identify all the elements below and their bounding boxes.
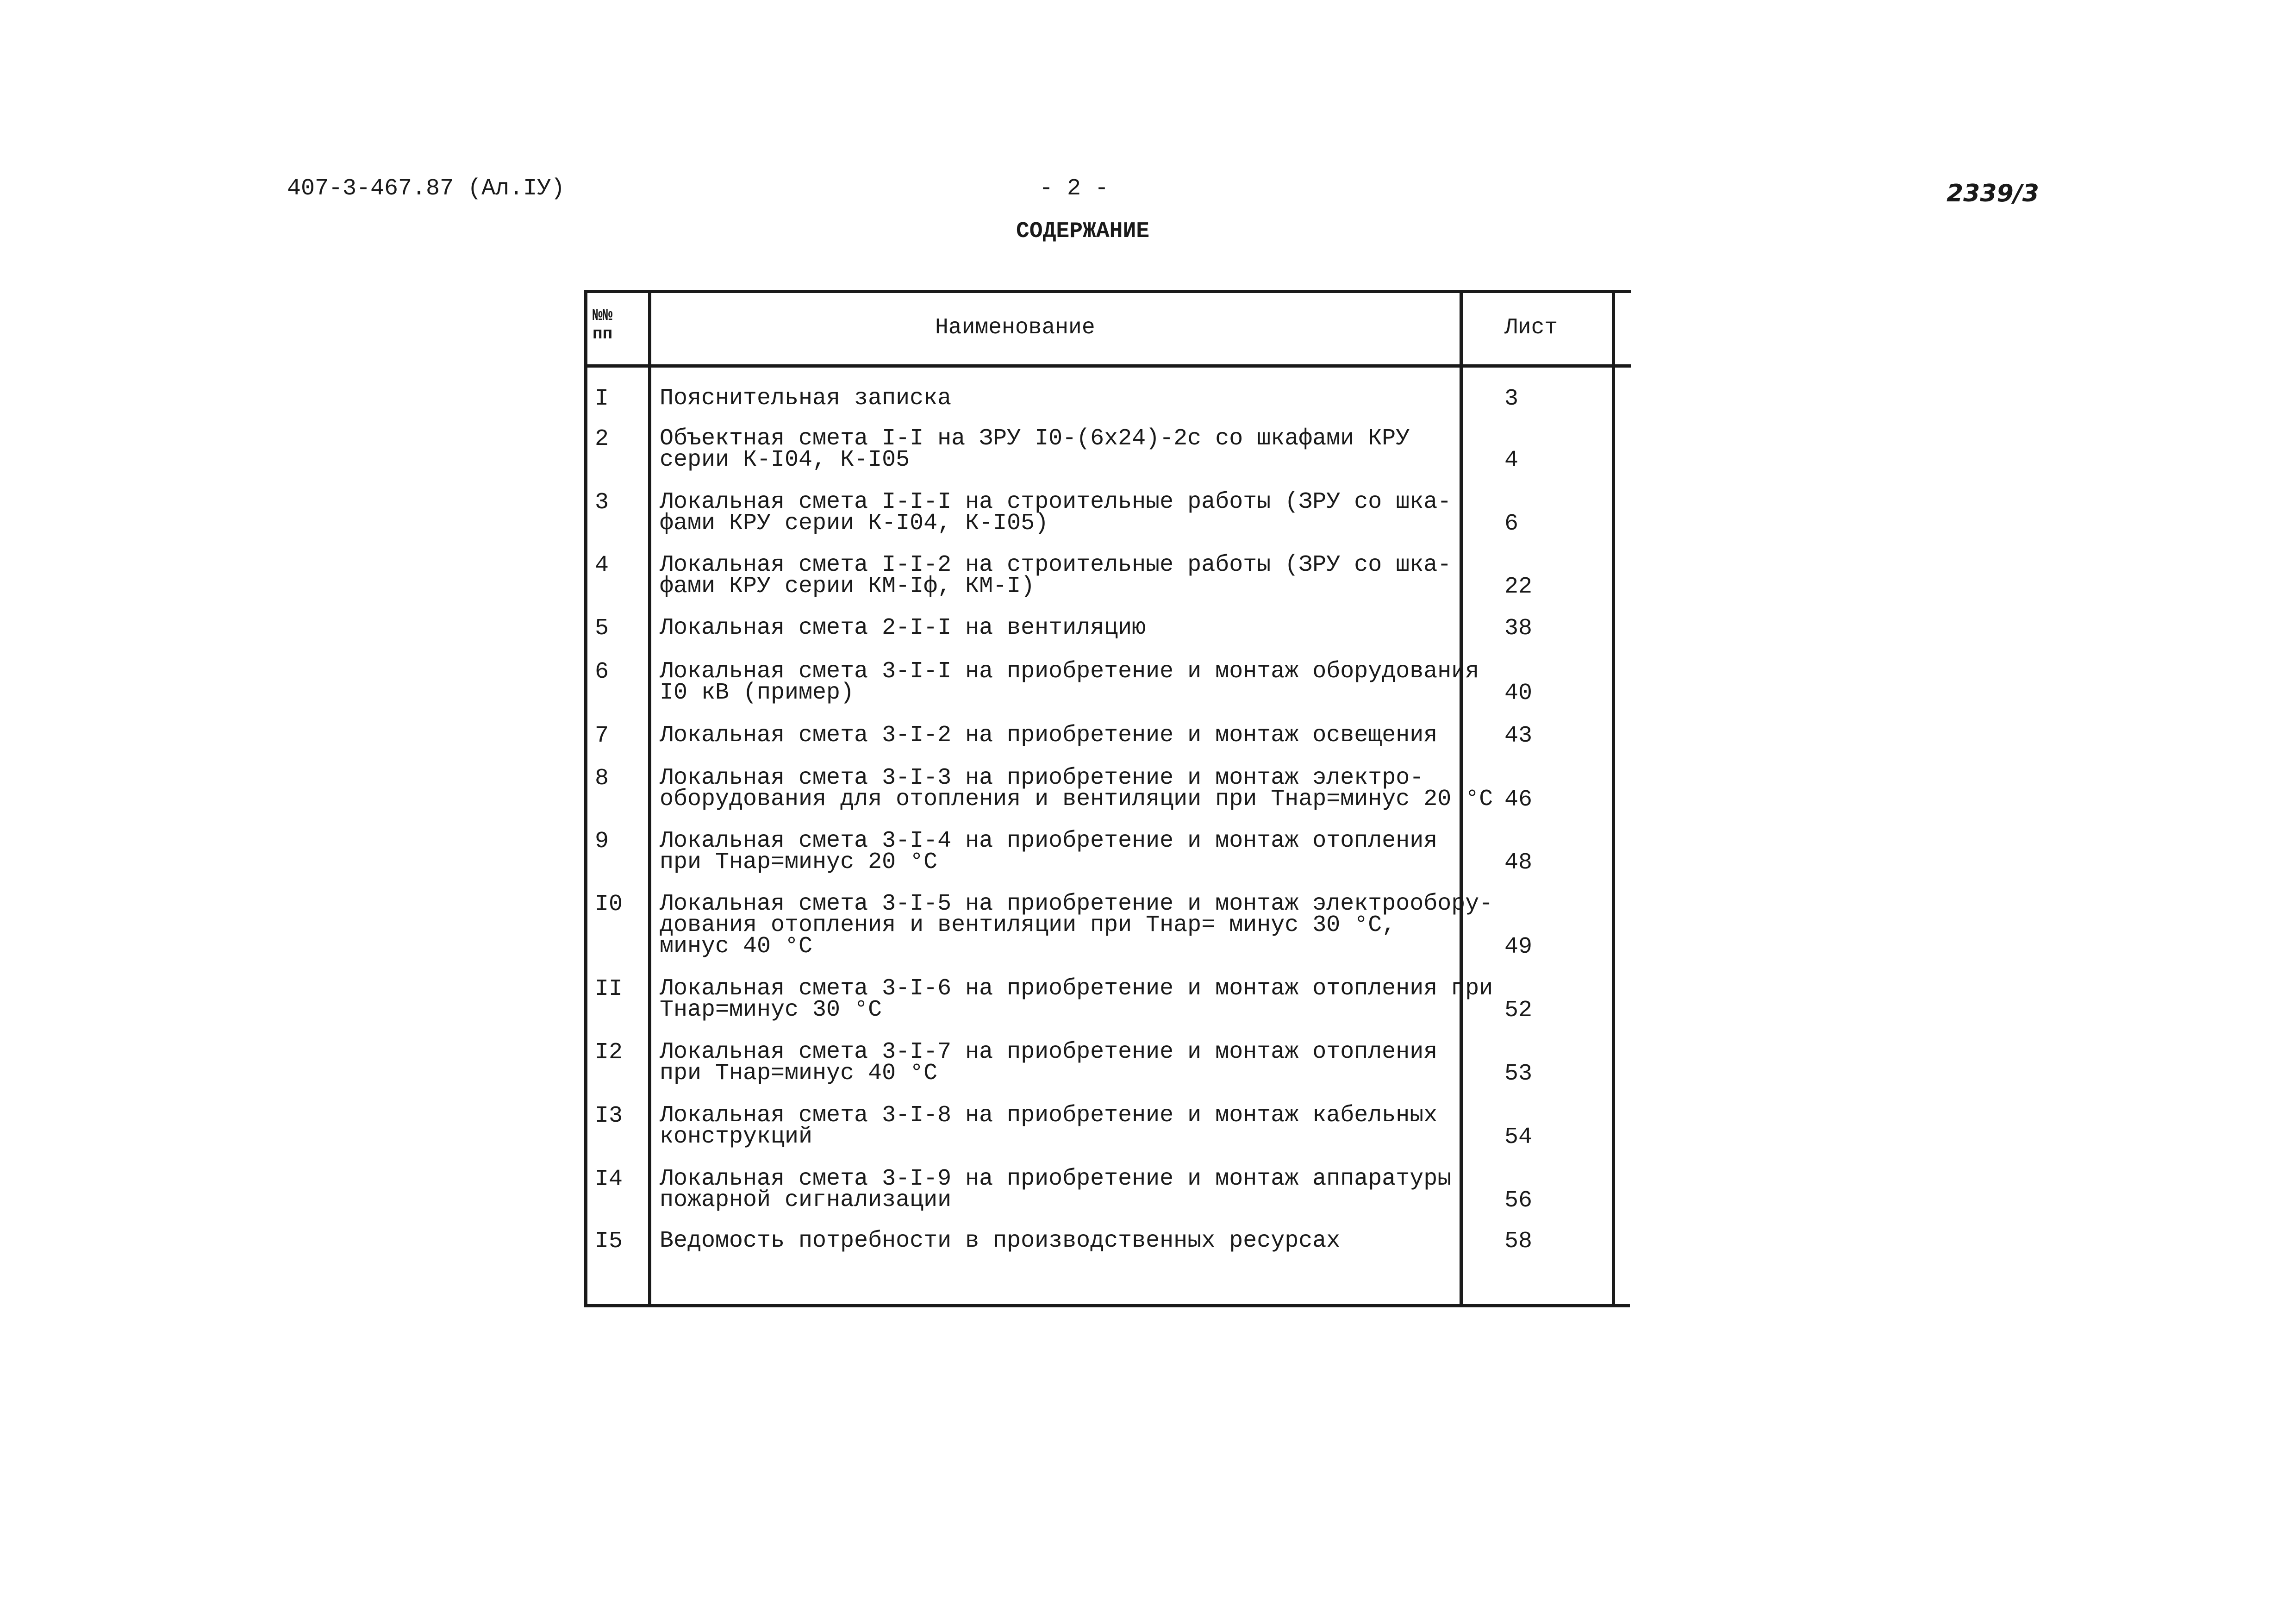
row-number: I3 (595, 1103, 623, 1129)
row-name: Объектная смета I-I на ЗРУ I0-(6х24)-2с со шкафами КРУ серии К-I04, К-I05 (660, 425, 1410, 473)
table-bottom-border (586, 1304, 1630, 1307)
column-header-number: №№ пп (593, 306, 613, 344)
row-sheet: 46 (1504, 787, 1533, 813)
row-sheet: 38 (1504, 615, 1533, 642)
row-number: 9 (595, 828, 609, 855)
column-header-sheet: Лист (1504, 315, 1558, 340)
row-sheet: 56 (1504, 1187, 1533, 1214)
column-header-name: Наименование (935, 315, 1095, 340)
row-number: I0 (595, 891, 623, 918)
row-name: Локальная смета 3-I-9 на приобретение и монтаж аппаратуры пожарной сигнализации (660, 1166, 1452, 1213)
row-sheet: 48 (1504, 849, 1533, 876)
table-left-border (584, 290, 587, 1307)
page-number: - 2 - (1039, 175, 1109, 202)
inventory-number: 2339/3 (1947, 180, 2039, 207)
row-sheet: 49 (1504, 934, 1533, 960)
row-name: Локальная смета 3-I-I на приобретение и монтаж оборудования I0 кВ (пример) (660, 658, 1479, 706)
table-right-border (1612, 290, 1615, 1307)
table-col-divider-1 (648, 290, 651, 1307)
row-sheet: 3 (1504, 386, 1519, 412)
row-sheet: 52 (1504, 997, 1533, 1024)
row-name: Локальная смета I-I-I на строительные работы (ЗРУ со шка- фами КРУ серии К-I04, К-I05) (660, 489, 1452, 537)
row-name: Локальная смета 3-I-7 на приобретение и монтаж отопления при Тнар=минус 40 °С (660, 1039, 1438, 1087)
table-top-border (584, 290, 1631, 293)
row-number: 3 (595, 489, 609, 516)
row-number: I (595, 386, 609, 412)
row-name: Локальная смета 3-I-2 на приобретение и монтаж освещения (660, 722, 1438, 749)
row-name: Локальная смета I-I-2 на строительные работы (ЗРУ со шка- фами КРУ серии КМ-Iф, КМ-I) (660, 552, 1452, 600)
row-name: Локальная смета 2-I-I на вентиляцию (660, 615, 1146, 641)
row-sheet: 53 (1504, 1061, 1533, 1087)
row-name: Локальная смета 3-I-4 на приобретение и монтаж отопления при Тнар=минус 20 °С (660, 828, 1438, 875)
row-name: Локальная смета 3-I-3 на приобретение и монтаж электро- оборудования для отопления и вентиляции при Тнар=минус 20 °С (660, 765, 1493, 812)
row-sheet: 54 (1504, 1124, 1533, 1150)
page-title: СОДЕРЖАНИЕ (1016, 219, 1150, 244)
row-sheet: 4 (1504, 447, 1519, 474)
row-number: 6 (595, 659, 609, 685)
row-number: 7 (595, 723, 609, 749)
row-number: I4 (595, 1166, 623, 1193)
row-number: 2 (595, 426, 609, 452)
table-header-divider (587, 364, 1631, 368)
row-sheet: 22 (1504, 574, 1533, 600)
row-sheet: 58 (1504, 1228, 1533, 1255)
row-sheet: 43 (1504, 723, 1533, 749)
row-sheet: 6 (1504, 511, 1519, 537)
row-number: 5 (595, 615, 609, 642)
row-name: Локальная смета 3-I-5 на приобретение и монтаж электрообору- дования отопления и вентиляции при Тнар= минус 30 °С, минус 40 °С (660, 891, 1493, 960)
row-name: Локальная смета 3-I-8 на приобретение и монтаж кабельных конструкций (660, 1102, 1438, 1150)
row-name: Ведомость потребности в производственных ресурсах (660, 1228, 1341, 1254)
row-name: Пояснительная записка (660, 385, 952, 412)
document-code: 407-3-467.87 (Ал.IУ) (287, 175, 565, 202)
row-number: 4 (595, 552, 609, 579)
row-number: I2 (595, 1039, 623, 1066)
row-name: Локальная смета 3-I-6 на приобретение и монтаж отопления при Тнар=минус 30 °С (660, 975, 1493, 1023)
row-number: 8 (595, 765, 609, 792)
row-number: I5 (595, 1228, 623, 1255)
row-number: II (595, 976, 623, 1002)
row-sheet: 40 (1504, 680, 1533, 706)
